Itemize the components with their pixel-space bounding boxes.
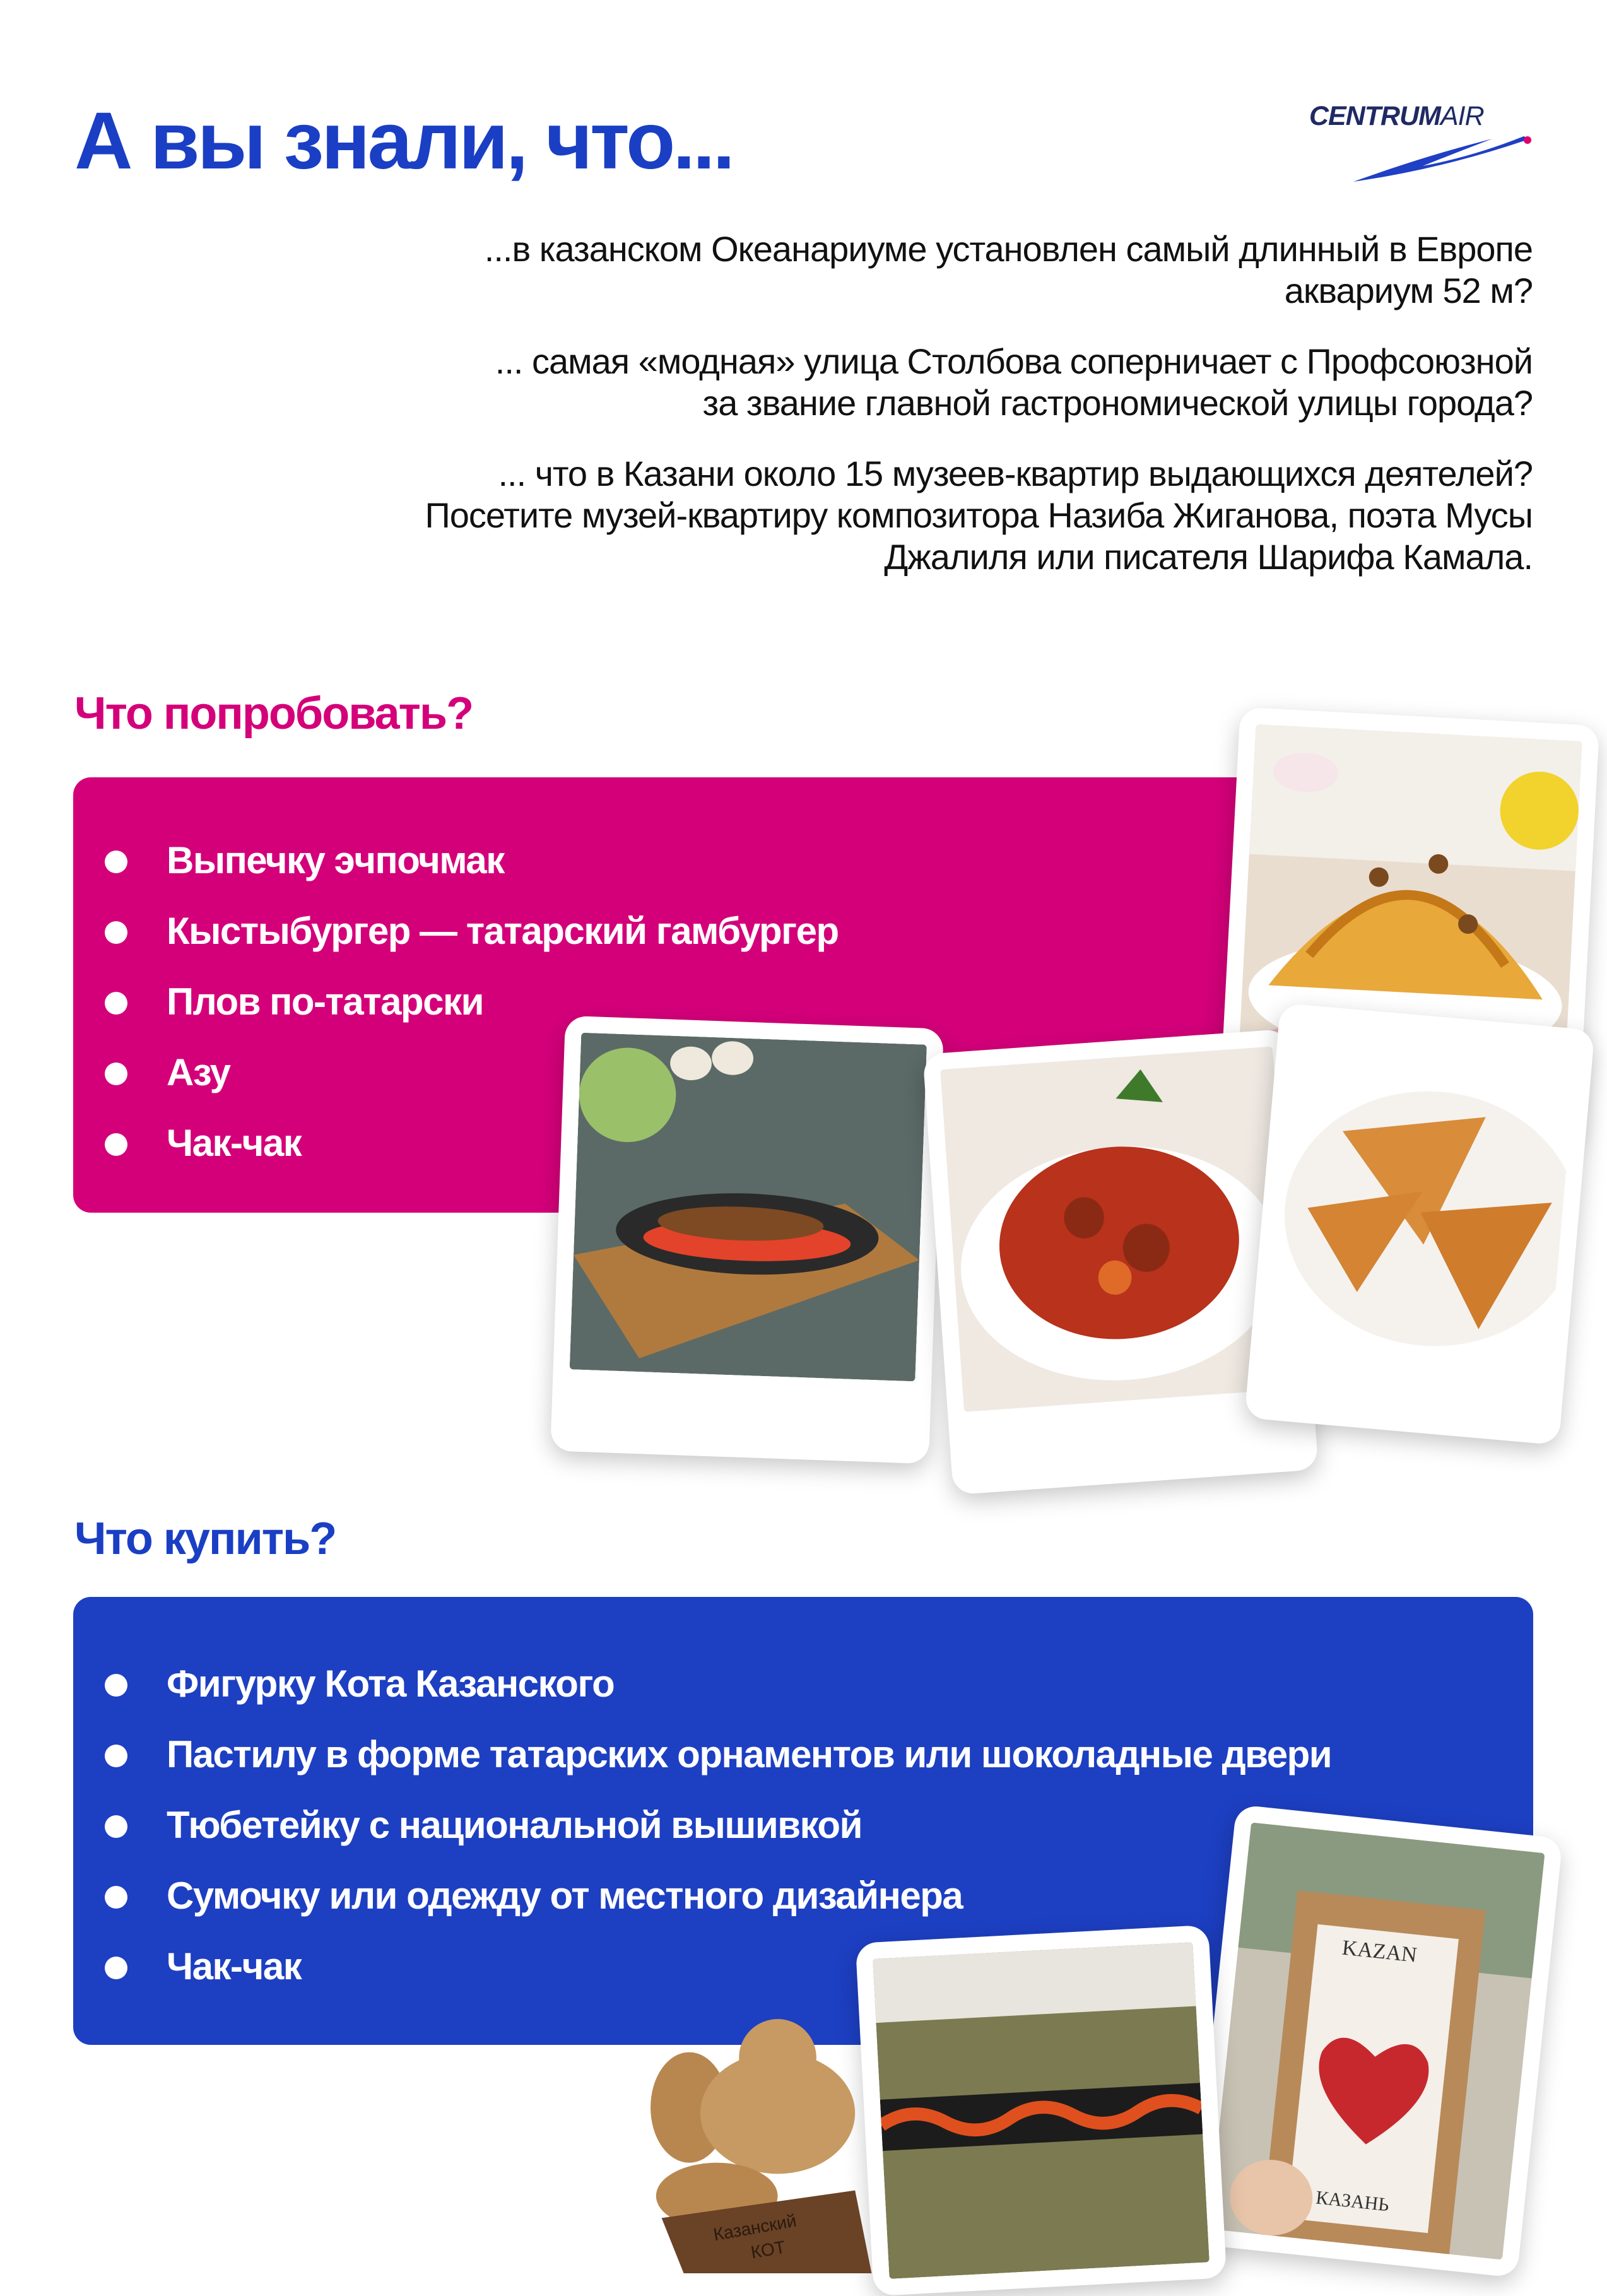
bullet-icon bbox=[105, 1745, 127, 1767]
list-item: Пастилу в форме татарских орнаментов или шоколадные двери bbox=[73, 1727, 1331, 1798]
swoosh-icon bbox=[1347, 131, 1536, 188]
bullet-icon bbox=[105, 1886, 127, 1909]
try-section-title: Что попробовать? bbox=[74, 688, 473, 739]
cat-plate-line1: Казанский bbox=[712, 2210, 798, 2245]
logo-text-bold: CENTRUM bbox=[1309, 101, 1440, 131]
bullet-icon bbox=[105, 1674, 127, 1697]
list-item: Выпечку эчпочмак bbox=[73, 833, 839, 904]
fact-stolbova-street: ... самая «модная» улица Столбова соперничает с Профсоюзной за звание главной гастрономической улицы города? bbox=[495, 341, 1533, 423]
list-item: Кыстыбургер — татарский гамбургер bbox=[73, 904, 839, 974]
page-title: А вы знали, что... bbox=[74, 96, 733, 186]
kazan-box-top-label: KAZAN bbox=[1341, 1936, 1418, 1967]
bullet-icon bbox=[105, 1133, 127, 1156]
list-item: Тюбетейку с национальной вышивкой bbox=[73, 1798, 1331, 1868]
list-item: Чак-чак bbox=[73, 1939, 1331, 2010]
bullet-icon bbox=[105, 1063, 127, 1085]
kazan-box-photo bbox=[1191, 1804, 1563, 2278]
facts-block bbox=[113, 228, 1533, 607]
fact-oceanarium: ...в казанском Океанариуме установлен самый длинный в Европе аквариум 52 м? bbox=[484, 229, 1533, 310]
kystyburger-photo bbox=[550, 1016, 944, 1464]
buy-section-title: Что купить? bbox=[74, 1514, 336, 1564]
cat-plate-line2: КОТ bbox=[749, 2237, 787, 2263]
bullet-icon bbox=[105, 921, 127, 944]
bullet-icon bbox=[105, 1815, 127, 1838]
embroidered-belt-photo bbox=[856, 1925, 1227, 2296]
fact-museums: ... что в Казани около 15 музеев-квартир выдающихся деятелей? Посетите музей-квартиру композитора Назиба Жиганова, поэта Мусы Джалиля или писателя Шарифа Камала. bbox=[425, 454, 1533, 577]
list-item: Плов по-татарски bbox=[73, 974, 839, 1045]
bullet-icon bbox=[105, 1957, 127, 1979]
kazan-box-bottom-label: КАЗАНЬ bbox=[1314, 2187, 1391, 2216]
list-item: Фигурку Кота Казанского bbox=[73, 1656, 1331, 1727]
centrum-air-logo bbox=[1309, 101, 1536, 186]
list-item: Чак-чак bbox=[73, 1116, 839, 1186]
logo-text-light: AIR bbox=[1440, 101, 1484, 131]
bullet-icon bbox=[105, 851, 127, 873]
list-item: Сумочку или одежду от местного дизайнера bbox=[73, 1868, 1331, 1939]
kazan-cat-figurine bbox=[606, 1997, 883, 2273]
bullet-icon bbox=[105, 992, 127, 1015]
list-item: Азу bbox=[73, 1045, 839, 1116]
echpochmak-photo bbox=[1244, 1003, 1595, 1445]
